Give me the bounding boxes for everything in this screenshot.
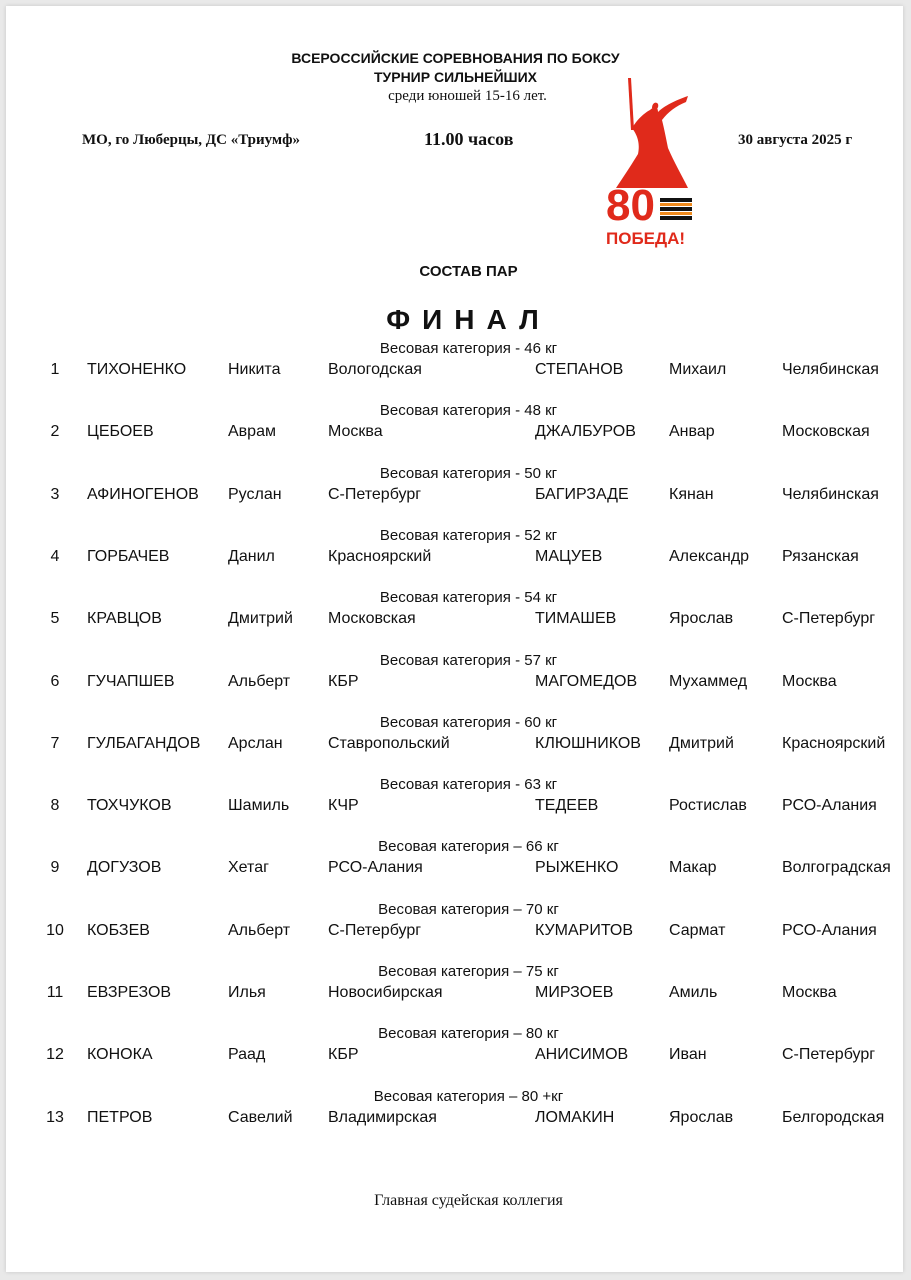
- bout-number: 6: [50, 672, 60, 690]
- logo-text: ПОБЕДА!: [606, 229, 686, 248]
- fighter2-firstname: Кянан: [669, 485, 714, 503]
- weight-category: Весовая категория – 66 кг: [378, 838, 559, 856]
- fighter1-lastname: АФИНОГЕНОВ: [87, 485, 199, 503]
- weight-category: Весовая категория - 63 кг: [379, 776, 558, 794]
- fighter1-firstname: Илья: [228, 984, 266, 1001]
- bout-number: 3: [50, 485, 60, 503]
- fighter2-region: Челябинская: [782, 485, 879, 503]
- judges-panel: Главная судейская коллегия: [374, 1192, 563, 1209]
- fighter2-firstname: Иван: [669, 1046, 707, 1064]
- bout-row: [0, 465, 911, 527]
- fighter2-lastname: СТЕПАНОВ: [535, 361, 624, 378]
- weight-category: Весовая категория – 80 +кг: [373, 1087, 564, 1105]
- fighter1-lastname: ПЕТРОВ: [87, 1108, 153, 1126]
- competition-title: ВСЕРОССИЙСКИЕ СОРЕВНОВАНИЯ ПО БОКСУ: [291, 50, 620, 66]
- fighter1-lastname: ЦЕБОЕВ: [87, 423, 154, 441]
- fighter2-region: РСО-Алания: [782, 797, 877, 815]
- fighter1-region: КЧР: [328, 797, 359, 815]
- bout-number: 5: [50, 610, 60, 628]
- fighter1-firstname: Аврам: [228, 423, 276, 441]
- fighter2-firstname: Мухаммед: [669, 672, 748, 690]
- fighter1-lastname: КРАВЦОВ: [87, 610, 162, 628]
- fighter1-lastname: ГОРБАЧЕВ: [87, 547, 170, 565]
- age-group: среди юношей 15-16 лет.: [388, 88, 547, 104]
- fighter1-lastname: КОБЗЕВ: [87, 921, 150, 939]
- fighter2-region: Москва: [782, 672, 837, 690]
- fighter2-lastname: КУМАРИТОВ: [535, 921, 634, 939]
- fighter1-region: Москва: [328, 423, 383, 441]
- bout-row: [0, 838, 911, 900]
- event-date: 30 августа 2025 г: [738, 132, 853, 148]
- fighter2-lastname: АНИСИМОВ: [535, 1046, 629, 1064]
- fighter2-region: С-Петербург: [782, 610, 876, 628]
- fighter1-firstname: Арслан: [228, 734, 283, 752]
- bout-row: [0, 1025, 911, 1087]
- fighter2-lastname: БАГИРЗАДЕ: [535, 485, 629, 503]
- fighter2-firstname: Александр: [669, 547, 750, 565]
- weight-category: Весовая категория - 54 кг: [379, 589, 558, 607]
- start-time: 11.00 часов: [424, 129, 514, 149]
- bout-number: 12: [46, 1046, 64, 1064]
- weight-category: Весовая категория – 80 кг: [378, 1025, 559, 1043]
- fighter1-lastname: ГУЧАПШЕВ: [87, 672, 175, 690]
- fighter2-firstname: Дмитрий: [669, 734, 734, 752]
- fighter2-lastname: РЫЖЕНКО: [535, 859, 619, 877]
- bout-number: 7: [50, 734, 60, 752]
- motherland-statue-icon: [616, 78, 688, 188]
- victory-80-logo: [598, 70, 698, 250]
- fighter1-lastname: ГУЛБАГАНДОВ: [87, 734, 201, 752]
- bout-row: [0, 901, 911, 963]
- weight-category: Весовая категория - 46 кг: [379, 340, 558, 357]
- weight-category: Весовая категория – 70 кг: [378, 900, 559, 918]
- weight-category: Весовая категория - 60 кг: [379, 713, 558, 731]
- fighter2-region: Красноярский: [782, 734, 886, 752]
- fighter1-lastname: ТОХЧУКОВ: [87, 797, 172, 815]
- fighter2-lastname: МАГОМЕДОВ: [535, 672, 638, 690]
- fighter1-lastname: ДОГУЗОВ: [87, 859, 162, 877]
- fighter1-lastname: ТИХОНЕНКО: [87, 361, 187, 378]
- fighter1-firstname: Альберт: [228, 921, 291, 939]
- fighter1-region: С-Петербург: [328, 485, 422, 503]
- ribbon-stripes: [660, 198, 692, 220]
- bout-row: [0, 776, 911, 838]
- weight-category: Весовая категория - 57 кг: [379, 651, 558, 669]
- fighter2-lastname: ДЖАЛБУРОВ: [535, 423, 636, 441]
- bout-number: 9: [50, 859, 60, 877]
- fighter1-firstname: Хетаг: [228, 859, 269, 877]
- pairs-heading: СОСТАВ ПАР: [419, 263, 518, 280]
- fighter1-firstname: Никита: [228, 361, 281, 378]
- fighter2-region: Челябинская: [782, 361, 879, 378]
- fighter1-firstname: Шамиль: [228, 797, 290, 815]
- fighter2-firstname: Сармат: [669, 921, 726, 939]
- fighter2-region: С-Петербург: [782, 1046, 876, 1064]
- final-heading: ФИНАЛ: [386, 304, 551, 335]
- bout-number: 4: [50, 547, 60, 565]
- tournament-title: ТУРНИР СИЛЬНЕЙШИХ: [373, 69, 538, 85]
- fighter1-firstname: Руслан: [228, 485, 282, 503]
- bout-row: [0, 963, 911, 1025]
- fighter1-region: Красноярский: [328, 547, 432, 565]
- fighter1-region: Вологодская: [328, 361, 422, 378]
- fighter2-firstname: Ярослав: [669, 1108, 734, 1126]
- bout-number: 2: [50, 423, 60, 441]
- bout-row: [0, 714, 911, 776]
- bout-row: [0, 402, 911, 464]
- fighter2-region: Рязанская: [782, 547, 859, 565]
- fighter1-firstname: Савелий: [228, 1108, 293, 1126]
- fighter1-region: Владимирская: [328, 1108, 437, 1126]
- fighter1-region: Новосибирская: [328, 984, 443, 1001]
- fighter1-region: КБР: [328, 1046, 359, 1064]
- venue: МО, го Люберцы, ДС «Триумф»: [82, 132, 301, 148]
- bout-number: 10: [46, 921, 64, 939]
- fighter1-firstname: Раад: [228, 1046, 266, 1064]
- bout-number: 11: [46, 984, 64, 1001]
- fighter1-firstname: Данил: [228, 547, 275, 565]
- fighter2-region: Москва: [782, 984, 837, 1001]
- fighter2-lastname: ЛОМАКИН: [535, 1108, 615, 1126]
- fighter2-firstname: Анвар: [669, 423, 715, 441]
- fighter2-region: Белгородская: [782, 1108, 885, 1126]
- fighter2-lastname: МАЦУЕВ: [535, 547, 603, 565]
- fighter1-region: Ставропольский: [328, 734, 450, 752]
- fighter2-lastname: МИРЗОЕВ: [535, 984, 614, 1001]
- fighter2-lastname: ТЕДЕЕВ: [535, 797, 599, 815]
- bout-row: [0, 527, 911, 589]
- bout-row: [0, 340, 911, 402]
- bout-row: [0, 652, 911, 714]
- fighter2-lastname: ТИМАШЕВ: [535, 610, 617, 628]
- fighter1-lastname: ЕВЗРЕЗОВ: [87, 984, 172, 1001]
- fighter2-region: Волгоградская: [782, 859, 891, 877]
- fighter2-firstname: Макар: [669, 859, 717, 877]
- fighter2-lastname: КЛЮШНИКОВ: [535, 734, 641, 752]
- fighter2-firstname: Михаил: [669, 361, 727, 378]
- bout-row: [0, 1088, 911, 1150]
- fighter2-firstname: Ростислав: [669, 797, 747, 815]
- logo-number: 80: [606, 181, 655, 230]
- fighter1-region: КБР: [328, 672, 359, 690]
- fighter1-region: С-Петербург: [328, 921, 422, 939]
- fighter2-region: Московская: [782, 423, 870, 441]
- bout-number: 13: [46, 1108, 64, 1126]
- weight-category: Весовая категория – 75 кг: [378, 963, 559, 980]
- bout-number: 1: [50, 361, 60, 378]
- fighter1-region: Московская: [328, 610, 416, 628]
- weight-category: Весовая категория - 52 кг: [379, 526, 558, 544]
- fighter2-firstname: Амиль: [669, 984, 718, 1001]
- bout-number: 8: [50, 797, 60, 815]
- fighter1-firstname: Альберт: [228, 672, 291, 690]
- weight-category: Весовая категория - 48 кг: [379, 402, 558, 420]
- weight-category: Весовая категория - 50 кг: [379, 464, 558, 482]
- fighter1-lastname: КОНОКА: [87, 1046, 153, 1064]
- fighter1-region: РСО-Алания: [328, 859, 423, 877]
- fighter2-firstname: Ярослав: [669, 610, 734, 628]
- fighter1-firstname: Дмитрий: [228, 610, 293, 628]
- fighter2-region: РСО-Алания: [782, 921, 877, 939]
- bout-row: [0, 589, 911, 651]
